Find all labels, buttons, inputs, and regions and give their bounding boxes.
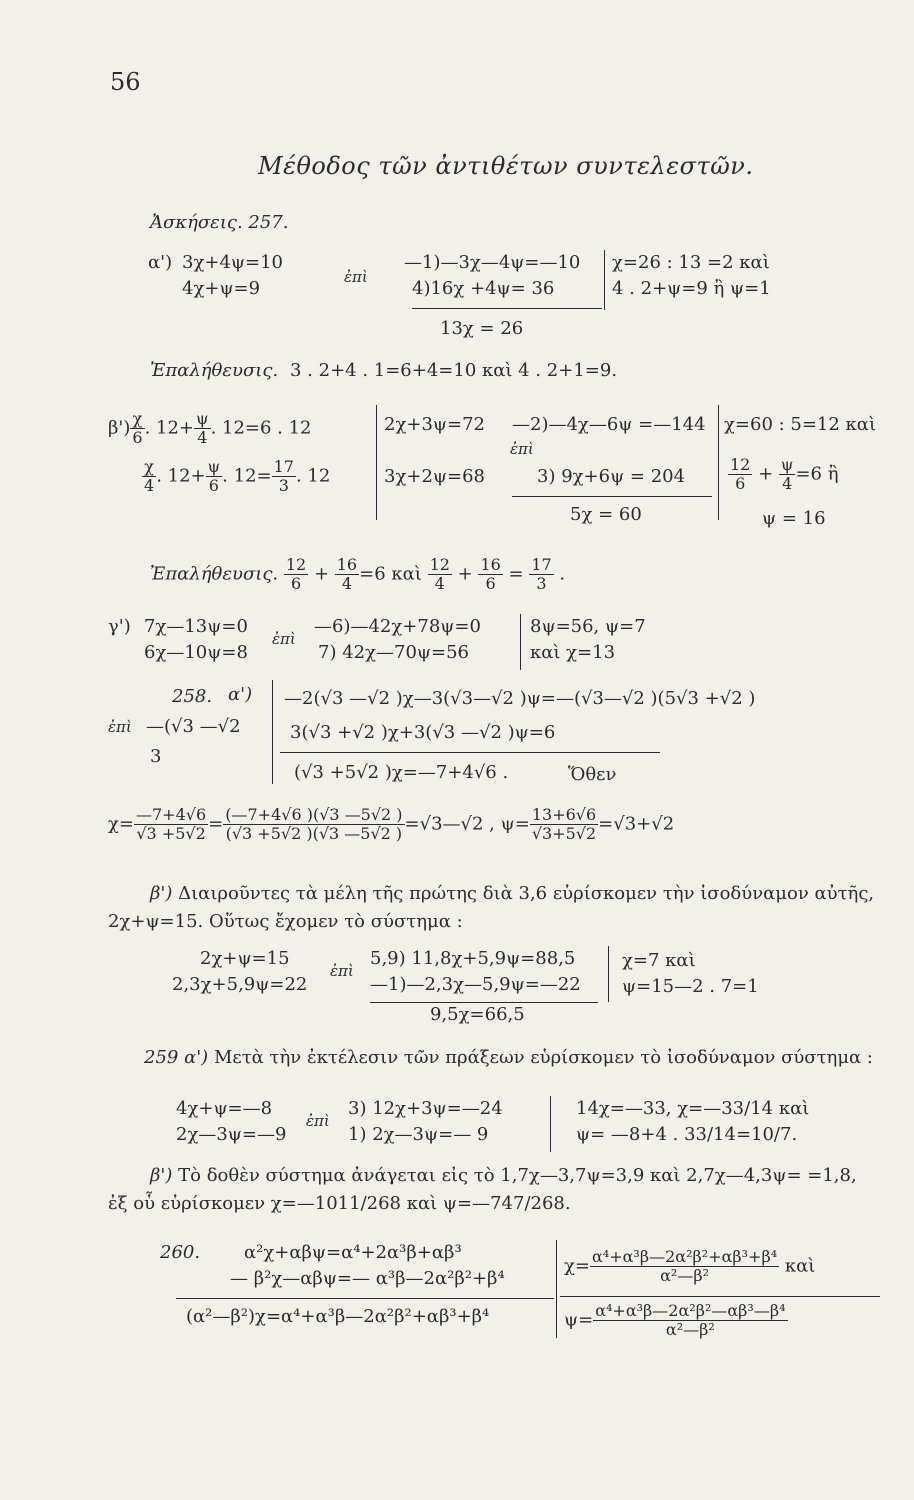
equation: 9,5χ=66,5 (430, 1004, 525, 1025)
result: καὶ χ=13 (530, 642, 616, 663)
ex-label: α') (228, 684, 253, 705)
page-title: Μέθοδος τῶν ἀντιθέτων συντελεστῶν. (258, 152, 754, 180)
multiply-marker: ἐπὶ (272, 630, 296, 648)
equation: — β²χ—αβψ=— α³β—2α²β²+β⁴ (230, 1268, 505, 1289)
paragraph: β') Διαιροῦντες τὰ μέλη τῆς πρώτης διὰ 3,6 εὑρίσκομεν τὴν ἰσοδύναμον αὐτῆς, 2χ+ψ=15. Οὕτως ἔχομεν τὸ σύστημα : (108, 883, 875, 932)
result: χ=60 : 5=12 καὶ (724, 414, 877, 435)
equation: 2χ—3ψ=—9 (176, 1124, 287, 1145)
equation: 7χ—13ψ=0 (144, 616, 248, 637)
divider (520, 614, 521, 670)
ex-number: 260. (160, 1242, 201, 1263)
divider (376, 405, 377, 520)
equation: 2χ+ψ=15 (200, 948, 290, 969)
multiplier: —(√3 —√2 (146, 716, 241, 737)
equation: 3) 9χ+6ψ = 204 (537, 466, 686, 487)
rule (560, 1296, 880, 1297)
equation: 4χ+ψ=9 (182, 278, 261, 299)
multiply-marker: ἐπὶ (306, 1112, 330, 1130)
result: χ=7 καὶ (622, 950, 696, 971)
equation: —1)—3χ—4ψ=—10 (404, 252, 581, 273)
equation: 3χ+2ψ=68 (384, 466, 485, 487)
equation: 7) 42χ—70ψ=56 (318, 642, 470, 663)
equation: —6)—42χ+78ψ=0 (314, 616, 481, 637)
divider (608, 946, 609, 1002)
divider (272, 680, 273, 784)
sum-rule (280, 752, 660, 753)
page-number: 56 (110, 68, 141, 96)
equation: 6χ—10ψ=8 (144, 642, 248, 663)
equation: 3(√3 +√2 )χ+3(√3 —√2 )ψ=6 (290, 722, 556, 743)
ex-number: 258. (172, 686, 213, 707)
paragraph: 259 α') Μετὰ τὴν ἐκτέλεσιν τῶν πράξεων εὑρίσκομεν τὸ ἰσοδύναμον σύστημα : (144, 1047, 873, 1068)
multiply-marker: ἐπὶ (330, 962, 354, 980)
equation: —2)—4χ—6ψ =—144 (512, 414, 706, 435)
ex-label: β') (108, 417, 131, 439)
result: 4 . 2+ψ=9 ἢ ψ=1 (612, 278, 771, 299)
result: ψ = 16 (762, 508, 826, 529)
verify-label: Ἐπαλήθευσις. (150, 563, 279, 585)
sum-rule (176, 1298, 554, 1299)
equation: 2χ+3ψ=72 (384, 414, 485, 435)
sum-rule (512, 496, 712, 497)
verify-label: Ἐπαλήθευσις. (150, 360, 279, 381)
equation: —2(√3 —√2 )χ—3(√3—√2 )ψ=—(√3—√2 )(5√3 +√2 ) (284, 688, 756, 709)
equation: 1) 2χ—3ψ=— 9 (348, 1124, 489, 1145)
equation: —1)—2,3χ—5,9ψ=—22 (370, 974, 581, 995)
sum-rule (412, 308, 602, 309)
result: 8ψ=56, ψ=7 (530, 616, 646, 637)
equation: (α²—β²)χ=α⁴+α³β—2α²β²+αβ³+β⁴ (186, 1306, 490, 1327)
verify-text: 3 . 2+4 . 1=6+4=10 καὶ 4 . 2+1=9. (290, 360, 618, 381)
equation: 2,3χ+5,9ψ=22 (172, 974, 308, 995)
equation: 5,9) 11,8χ+5,9ψ=88,5 (370, 948, 576, 969)
result: ψ=15—2 . 7=1 (622, 976, 759, 997)
divider (556, 1240, 557, 1338)
divider (550, 1096, 551, 1152)
equation: 4χ+ψ=—8 (176, 1098, 273, 1119)
ex-label: α') (148, 252, 173, 273)
equation: α²χ+αβψ=α⁴+2α³β+αβ³ (244, 1242, 462, 1263)
equation: 3χ+4ψ=10 (182, 252, 283, 273)
connector-word: Ὅθεν (568, 764, 617, 785)
divider (718, 405, 719, 520)
multiplier: 3 (150, 746, 162, 767)
equation: 3) 12χ+3ψ=—24 (348, 1098, 503, 1119)
result: χ=26 : 13 =2 καὶ (612, 252, 770, 273)
multiply-marker: ἐπὶ (510, 440, 534, 458)
divider (604, 250, 605, 310)
sum-rule (370, 1002, 598, 1003)
result: 14χ=—33, χ=—33/14 καὶ (576, 1098, 810, 1119)
result: ψ= —8+4 . 33/14=10/7. (576, 1124, 798, 1145)
ex-label: γ') (108, 616, 131, 637)
multiply-marker: ἐπὶ (108, 718, 132, 736)
equation: 5χ = 60 (570, 504, 642, 525)
equation: 13χ = 26 (440, 318, 524, 339)
equation: (√3 +5√2 )χ=—7+4√6 . (294, 762, 509, 783)
section-heading: Ἀσκήσεις. 257. (150, 212, 289, 233)
paragraph: β') Τὸ δοθὲν σύστημα ἀνάγεται εἰς τὸ 1,7χ—3,7ψ=3,9 καὶ 2,7χ—4,3ψ= =1,8, ἐξ οὗ εὑρίσκομεν χ=—1011/268 καὶ ψ=—747/268. (108, 1165, 857, 1214)
multiply-marker: ἐπὶ (344, 268, 368, 286)
equation: 4)16χ +4ψ= 36 (412, 278, 555, 299)
